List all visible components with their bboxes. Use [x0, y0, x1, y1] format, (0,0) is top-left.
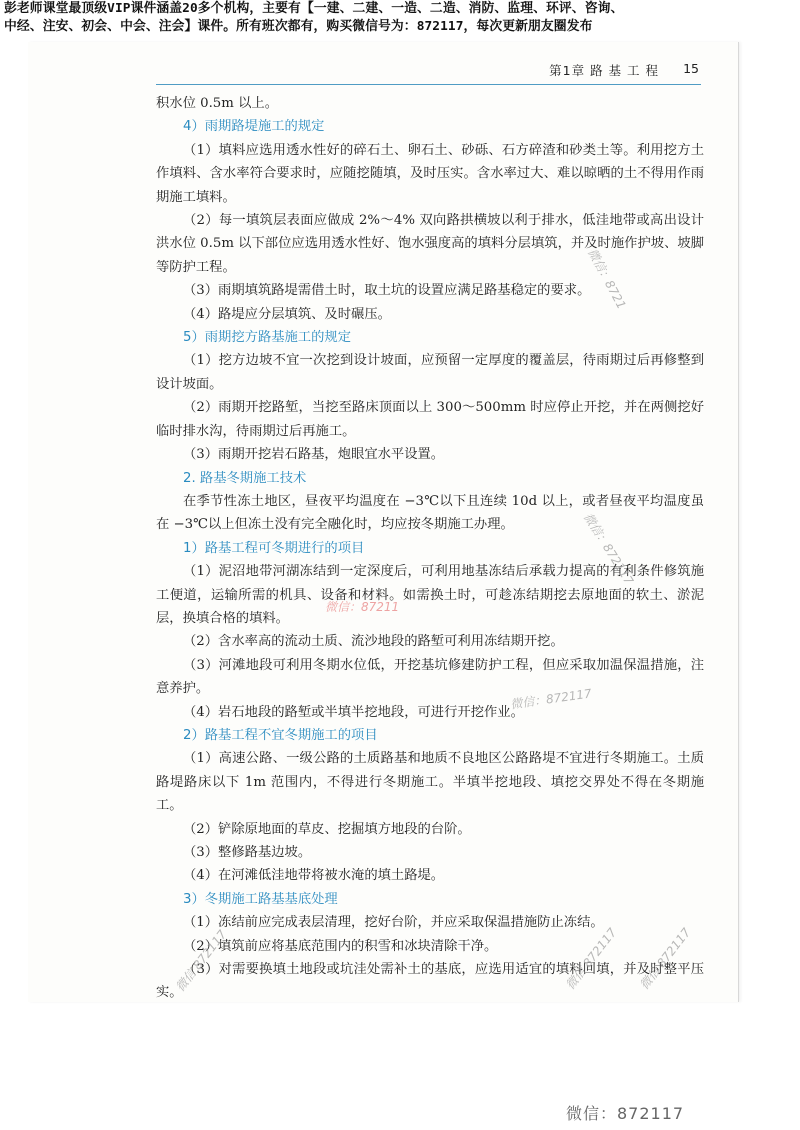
paragraph: （2）含水率高的流动土质、流沙地段的路堑可利用冻结期开挖。 [183, 634, 564, 650]
paragraph: （2）铲除原地面的草皮、挖掘填方地段的台阶。 [183, 821, 471, 837]
paragraph: （4）在河滩低洼地带将被水淹的填土路堤。 [183, 868, 445, 884]
page-number: 15 [683, 61, 699, 76]
paragraph: 积水位 0.5m 以上。 [156, 96, 278, 111]
paragraph: （2）填筑前应将基底范围内的积雪和冰块清除干净。 [183, 938, 498, 954]
paragraph: （1）挖方边坡不宜一次挖到设计坡面，应预留一定厚度的覆盖层，待雨期过后再修整到设计坡面。 [156, 353, 704, 392]
section-heading: 2）路基工程不宜冬期施工的项目 [183, 727, 378, 743]
paragraph: （2）每一填筑层表面应做成 2%～4% 双向路拱横坡以利于排水，低洼地带或高出设计洪水位 0.5m 以下部位应选用透水性好、饱水强度高的填料分层填筑，并及时施作护坡、坡脚等防护工程。 [156, 213, 704, 275]
section-heading: 2. 路基冬期施工技术 [183, 470, 307, 486]
watermark: 微信：872117 [580, 510, 637, 588]
section-heading: 4）雨期路堤施工的规定 [183, 119, 325, 135]
watermark: 微信：872117 [509, 686, 593, 712]
book-page [28, 42, 739, 1002]
running-header [156, 56, 701, 85]
paragraph: （2）雨期开挖路堑，当挖至路床顶面以上 300～500mm 时应停止开挖，并在两侧挖好临时排水沟，待雨期过后再施工。 [156, 400, 704, 439]
paragraph: （1）填料应选用透水性好的碎石土、卵石土、砂砾、石方碎渣和砂类土等。利用挖方土作填料、含水率符合要求时，应随挖随填，及时压实。含水率过大、难以晾晒的土不得用作雨期施工填料。 [156, 142, 704, 205]
top-banner [4, 0, 798, 36]
banner-line-1: 彭老师课堂最顶级VIP课件涵盖20多个机构，主要有【一建、二建、一造、二造、消防、监理、环评、咨询、 [4, 1, 624, 16]
watermark: 微信 872117 [173, 927, 230, 995]
paragraph: （1）冻结前应完成表层清理，挖好台阶，并应采取保温措施防止冻结。 [183, 915, 604, 931]
watermark: 微信 872117 [563, 925, 620, 993]
section-heading: 5）雨期挖方路基施工的规定 [183, 330, 352, 346]
watermark: 微信：87211 [325, 600, 400, 614]
paragraph: 在季节性冻土地区，昼夜平均温度在 −3℃以下且连续 10d 以上，或者昼夜平均温度虽在 −3℃以上但冻土没有完全融化时，均应按冬期施工办理。 [156, 493, 704, 533]
paragraph: （3）雨期开挖岩石路基，炮眼宜水平设置。 [183, 447, 445, 463]
page-content [156, 92, 704, 1005]
paragraph: （1）高速公路、一级公路的土质路基和地质不良地区公路路堤不宜进行冬期施工。土质路堤路床以下 1m 范围内，不得进行冬期施工。半填半挖地段、填挖交界处不得在冬期施工。 [156, 751, 704, 814]
section-heading: 1）路基工程可冬期进行的项目 [183, 540, 365, 556]
paragraph: （3）整修路基边坡。 [183, 845, 312, 860]
paragraph: （4）路堤应分层填筑、及时碾压。 [183, 306, 391, 322]
paragraph: （3）雨期填筑路堤需借土时，取土坑的设置应满足路基稳定的要求。 [183, 283, 591, 299]
watermark: 微信：8721 [585, 246, 629, 312]
paragraph: （4）岩石地段的路堑或半填半挖地段，可进行开挖作业。 [183, 704, 524, 720]
paragraph: （3）对需要换填土地段或坑洼处需补土的基底，应选用适宜的填料回填，并及时整平压实。 [156, 962, 704, 1001]
footer-watermark: 微信：872117 [566, 1104, 685, 1123]
section-heading: 3）冬期施工路基基底处理 [183, 891, 338, 907]
paragraph: （3）河滩地段可利用冬期水位低，开挖基坑修建防护工程，但应采取加温保温措施，注意养护。 [156, 657, 704, 697]
chapter-title: 第1章 路 基 工 程 [549, 63, 659, 78]
watermark: 微信 872117 [637, 925, 694, 993]
banner-line-2: 中经、注安、初会、中会、注会】课件。所有班次都有，购买微信号为：872117，每次更新朋友圈发布 [4, 19, 593, 34]
paragraph: （1）泥沼地带河湖冻结到一定深度后，可利用地基冻结后承载力提高的有利条件修筑施工便道，运输所需的机具、设备和材料。如需换土时，可趁冻结期挖去原地面的软土、淤泥层，换填合格的填料。 [156, 564, 704, 626]
